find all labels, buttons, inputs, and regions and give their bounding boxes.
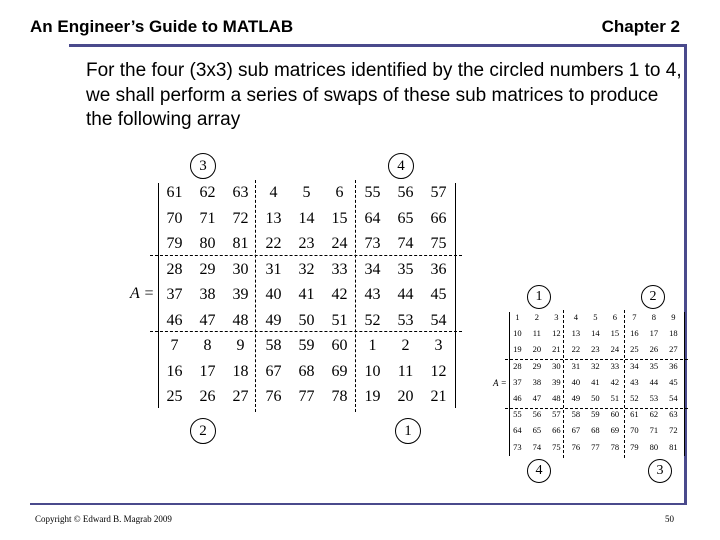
small-matrix-cell: 76	[571, 441, 581, 452]
small-matrix-cell: 49	[571, 393, 581, 403]
big-matrix-cell: 41	[298, 286, 315, 303]
big-matrix-cell: 35	[397, 260, 414, 278]
big-matrix-cell: 30	[232, 260, 249, 278]
small-matrix-cell: 73	[513, 441, 522, 452]
big-matrix-cell: 45	[430, 286, 447, 303]
small-matrix-cell: 54	[669, 393, 678, 403]
big-matrix-cell: 23	[298, 235, 315, 252]
big-circle-bottom-left: 2	[190, 418, 216, 444]
big-matrix-cell: 56	[397, 184, 414, 201]
big-matrix-cell: 69	[331, 362, 348, 380]
big-matrix-cell: 5	[302, 184, 311, 201]
body-text: For the four (3x3) sub matrices identified by the circled numbers 1 to 4, we shall perform a series of swaps of these sub matrices to produce the following array	[86, 60, 682, 130]
big-matrix-cell: 9	[236, 337, 245, 354]
big-matrix-cell: 62	[199, 184, 216, 201]
big-right-bracket	[455, 183, 456, 408]
small-matrix-cell: 35	[649, 360, 659, 371]
small-matrix-cell: 62	[649, 409, 659, 420]
big-matrix-cell: 38	[199, 286, 216, 303]
big-matrix-cell: 25	[166, 388, 183, 405]
big-matrix-cell: 34	[364, 260, 381, 278]
small-matrix-cell: 28	[513, 360, 522, 371]
small-matrix-cell: 7	[632, 312, 637, 322]
big-matrix-cell: 36	[430, 260, 447, 278]
small-matrix-cell: 80	[649, 441, 659, 452]
big-matrix-cell: 14	[298, 209, 315, 227]
big-matrix-cell: 8	[203, 337, 212, 354]
big-matrix-cell: 28	[166, 260, 183, 278]
big-matrix-cell: 68	[298, 362, 315, 380]
small-matrix-cell: 4	[573, 312, 578, 322]
small-matrix-cell: 20	[532, 344, 542, 355]
big-matrix-cell: 80	[199, 235, 216, 252]
small-matrix-cell: 23	[591, 344, 600, 355]
big-matrix-cell: 54	[430, 311, 447, 329]
small-matrix-cell: 19	[513, 344, 522, 355]
big-matrix-cell: 24	[331, 235, 348, 252]
big-matrix-cell: 18	[232, 362, 249, 380]
big-matrix-cell: 17	[199, 362, 216, 380]
small-matrix-cell: 60	[610, 409, 620, 420]
big-matrix-cell: 67	[265, 362, 282, 380]
small-matrix-cell: 41	[591, 376, 600, 387]
big-matrix-cell: 43	[364, 286, 381, 303]
big-matrix-label: A =	[130, 285, 155, 302]
big-matrix-cell: 19	[364, 388, 381, 405]
small-right-bracket	[684, 312, 685, 456]
small-matrix-cell: 65	[532, 425, 542, 436]
small-circle-top-right: 2	[641, 285, 665, 309]
small-matrix-cell: 32	[591, 360, 600, 371]
small-matrix-cell: 27	[669, 344, 678, 355]
big-matrix-cell: 22	[265, 235, 282, 252]
big-matrix-cell: 13	[265, 209, 282, 227]
small-matrix-cell: 15	[610, 328, 620, 339]
big-matrix-cell: 48	[232, 311, 249, 329]
big-matrix-cell: 31	[265, 260, 282, 278]
small-matrix-cell: 53	[649, 393, 659, 403]
big-matrix-cell: 42	[331, 286, 348, 303]
big-matrix-cell: 59	[298, 337, 315, 354]
small-matrix-cell: 42	[610, 376, 620, 387]
small-matrix-cell: 31	[571, 360, 581, 371]
big-matrix-cell: 75	[430, 235, 447, 252]
small-matrix-cell: 18	[669, 328, 678, 339]
big-matrix-cell: 2	[401, 337, 410, 354]
small-matrix-cell: 39	[552, 376, 561, 387]
small-matrix-cell: 43	[630, 376, 639, 387]
big-circle-top-left: 3	[190, 153, 216, 179]
big-matrix-cell: 32	[298, 260, 315, 278]
big-matrix-cell: 52	[364, 311, 381, 329]
small-matrix-cell: 10	[513, 328, 522, 339]
big-matrix-cell: 12	[430, 362, 447, 380]
big-matrix-cell: 11	[397, 362, 414, 380]
small-matrix-cell: 3	[554, 312, 559, 322]
small-matrix-cell: 2	[534, 312, 539, 322]
small-matrix-cell: 79	[630, 441, 639, 452]
big-matrix-cell: 60	[331, 337, 348, 354]
big-matrix-cell: 66	[430, 209, 447, 227]
small-matrix-cell: 40	[571, 376, 581, 387]
big-matrix-cell: 73	[364, 235, 381, 252]
small-matrix-cell: 44	[649, 376, 659, 387]
small-matrix-cell: 71	[649, 425, 659, 436]
small-matrix-cell: 1	[515, 312, 520, 322]
big-matrix-cell: 77	[298, 388, 315, 405]
big-matrix-cell: 55	[364, 184, 381, 201]
small-matrix-cell: 6	[612, 312, 617, 322]
small-matrix-cell: 57	[552, 409, 561, 420]
big-hdivider-1	[150, 255, 462, 256]
small-matrix-cell: 67	[571, 425, 581, 436]
big-matrix-cell: 1	[368, 337, 377, 354]
small-circle-bottom-left: 4	[527, 459, 551, 483]
big-matrix-cell: 50	[298, 311, 315, 329]
big-matrix-cell: 16	[166, 362, 183, 380]
small-matrix-cell: 63	[669, 409, 678, 420]
small-matrix-cell: 72	[669, 425, 678, 436]
big-matrix-cell: 72	[232, 209, 249, 227]
small-matrix-cell: 61	[630, 409, 639, 420]
big-matrix-cell: 33	[331, 260, 348, 278]
big-matrix-cell: 76	[265, 388, 282, 405]
small-matrix-cell: 74	[532, 441, 542, 452]
big-matrix-cell: 26	[199, 388, 216, 405]
big-matrix-cell: 10	[364, 362, 381, 380]
big-matrix-cell: 49	[265, 311, 282, 329]
small-matrix-cell: 33	[610, 360, 620, 371]
small-matrix-cell: 36	[669, 360, 678, 371]
small-matrix-cell: 81	[669, 441, 678, 452]
big-matrix-cell: 78	[331, 388, 348, 405]
big-matrix-cell: 20	[397, 388, 414, 405]
small-matrix-cell: 13	[571, 328, 581, 339]
small-matrix-cell: 24	[610, 344, 620, 355]
small-matrix-cell: 78	[610, 441, 620, 452]
header-chapter: Chapter 2	[601, 17, 680, 36]
big-matrix-cell: 7	[170, 337, 179, 354]
small-matrix-cell: 9	[671, 312, 676, 322]
big-matrix-cell: 71	[199, 209, 216, 227]
small-matrix-cell: 55	[513, 409, 522, 420]
big-matrix-cell: 27	[232, 388, 249, 405]
small-matrix-cell: 38	[532, 376, 542, 387]
big-matrix-cell: 81	[232, 235, 249, 252]
small-circle-top-left: 1	[527, 285, 551, 309]
small-matrix-cell: 8	[651, 312, 656, 322]
big-matrix-cell: 39	[232, 286, 249, 303]
big-circle-bottom-right: 1	[395, 418, 421, 444]
small-matrix-cell: 34	[630, 360, 639, 371]
small-matrix-cell: 52	[630, 393, 639, 403]
big-circle-top-right: 4	[388, 153, 414, 179]
small-matrix-cell: 51	[610, 393, 620, 403]
small-matrix-cell: 30	[552, 360, 561, 371]
big-matrix-cell: 64	[364, 209, 381, 227]
bottom-divider	[30, 503, 687, 505]
small-matrix-cell: 48	[552, 393, 561, 403]
big-hdivider-2	[150, 331, 462, 332]
small-matrix-cell: 45	[669, 376, 678, 387]
small-circle-bottom-right: 3	[648, 459, 672, 483]
big-matrix-cell: 79	[166, 235, 183, 252]
small-matrix-cell: 69	[610, 425, 620, 436]
small-matrix-cell: 56	[532, 409, 542, 420]
big-matrix-cell: 44	[397, 286, 414, 303]
page-number: 50	[665, 514, 674, 524]
small-matrix-cell: 75	[552, 441, 561, 452]
small-matrix-cell: 70	[630, 425, 639, 436]
big-matrix-cell: 57	[430, 184, 447, 201]
small-matrix-cell: 14	[591, 328, 600, 339]
big-matrix-cell: 47	[199, 311, 216, 329]
big-matrix-cell: 53	[397, 311, 414, 329]
small-matrix-cell: 68	[591, 425, 600, 436]
small-vdivider-2	[624, 310, 625, 458]
big-matrix-cell: 15	[331, 209, 348, 227]
big-matrix-cell: 21	[430, 388, 447, 405]
big-matrix-cell: 37	[166, 286, 183, 303]
small-matrix-cell: 59	[591, 409, 600, 420]
small-matrix-cell: 26	[649, 344, 659, 355]
header-title: An Engineer’s Guide to MATLAB	[30, 17, 294, 36]
small-matrix-cell: 25	[630, 344, 639, 355]
big-matrix-cell: 51	[331, 311, 348, 329]
big-matrix-cell: 61	[166, 184, 183, 201]
big-matrix-cell: 63	[232, 184, 249, 201]
small-matrix-cell: 16	[630, 328, 639, 339]
big-matrix-cell: 4	[269, 184, 278, 201]
small-matrix-cell: 58	[571, 409, 581, 420]
small-matrix-cell: 12	[552, 328, 561, 339]
big-matrix-cell: 58	[265, 337, 282, 354]
small-matrix-cell: 46	[513, 393, 522, 403]
small-matrix-cell: 29	[532, 360, 542, 371]
small-matrix-label: A =	[493, 378, 507, 388]
small-matrix-cell: 22	[571, 344, 581, 355]
big-matrix-cell: 6	[335, 184, 344, 201]
big-matrix-cell: 3	[434, 337, 443, 354]
small-matrix-cell: 66	[552, 425, 561, 436]
big-matrix-cell: 74	[397, 235, 414, 252]
small-matrix-cell: 77	[591, 441, 600, 452]
big-matrix-cell: 70	[166, 209, 183, 227]
small-matrix-cell: 11	[532, 328, 541, 339]
big-matrix-cell: 65	[397, 209, 414, 227]
small-matrix-cell: 47	[532, 393, 542, 403]
copyright: Copyright © Edward B. Magrab 2009	[35, 514, 172, 524]
small-matrix-cell: 17	[649, 328, 659, 339]
small-matrix-cell: 37	[513, 376, 522, 387]
big-matrix-cell: 40	[265, 286, 282, 303]
big-matrix-cell: 46	[166, 311, 183, 329]
small-matrix-cell: 64	[513, 425, 522, 436]
small-matrix-cell: 5	[593, 312, 598, 322]
small-matrix-cell: 50	[591, 393, 600, 403]
big-matrix-cell: 29	[199, 260, 216, 278]
small-matrix-cell: 21	[552, 344, 561, 355]
